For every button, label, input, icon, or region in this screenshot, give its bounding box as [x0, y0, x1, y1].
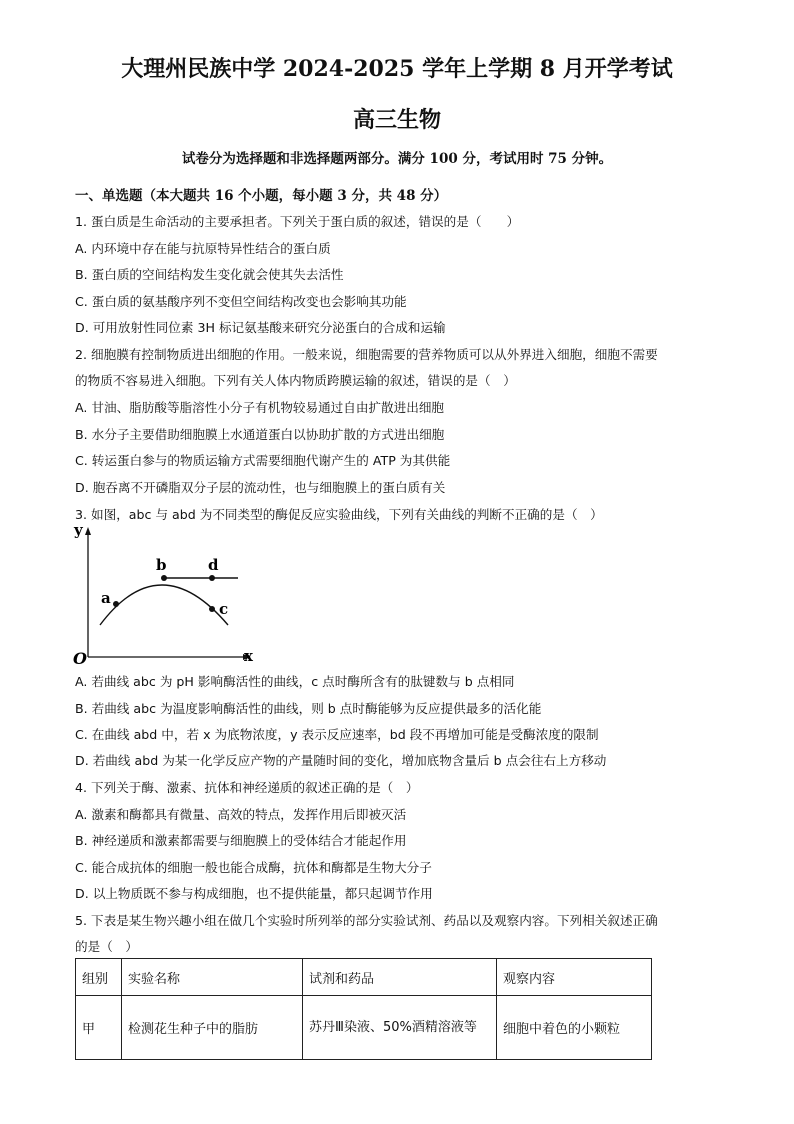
q1-option-b: B. 蛋白质的空间结构发生变化就会使其失去活性 [75, 267, 344, 282]
q2-option-d: D. 胞吞离不开磷脂双分子层的流动性，也与细胞膜上的蛋白质有关 [75, 480, 446, 495]
point-a-label: a [101, 589, 111, 607]
table-row [76, 996, 652, 1060]
exam-subject: 高三生物 [352, 107, 441, 133]
q3-option-a: A. 若曲线 abc 为 pH 影响酶活性的曲线，c 点时酶所含有的肽键数与 b 点相同 [75, 674, 515, 689]
q1-stem: 1. 蛋白质是生命活动的主要承担者。下列关于蛋白质的叙述，错误的是（ ） [75, 214, 520, 229]
section-heading: 一、单选题（本大题共 16 个小题，每小题 3 分，共 48 分） [75, 188, 448, 204]
x-axis-label: x [244, 647, 253, 665]
point-d [209, 575, 215, 581]
table-cell: 苏丹Ⅲ染液、50%酒精溶液等 [303, 996, 497, 1060]
table-header: 组别 [76, 959, 122, 996]
point-b-label: b [156, 556, 167, 574]
exam-notice: 试卷分为选择题和非选择题两部分。满分 100 分，考试用时 75 分钟。 [181, 151, 613, 167]
experiment-table [75, 958, 652, 1060]
q1-option-d: D. 可用放射性同位素 3H 标记氨基酸来研究分泌蛋白的合成和运输 [75, 320, 446, 335]
enzyme-curve-graph [70, 515, 270, 670]
table-header: 实验名称 [122, 959, 303, 996]
exam-title: 大理州民族中学 2024-2025 学年上学期 8 月开学考试 [121, 56, 673, 82]
q4-option-a: A. 激素和酶都具有微量、高效的特点，发挥作用后即被灭活 [75, 807, 407, 822]
q4-option-c: C. 能合成抗体的细胞一般也能合成酶，抗体和酶都是生物大分子 [75, 860, 432, 875]
point-a [113, 601, 119, 607]
y-axis-label: y [74, 521, 83, 539]
q2-option-c: C. 转运蛋白参与的物质运输方式需要细胞代谢产生的 ATP 为其供能 [75, 453, 451, 468]
q1-option-a: A. 内环境中存在能与抗原特异性结合的蛋白质 [75, 241, 331, 256]
q3-option-d: D. 若曲线 abd 为某一化学反应产物的产量随时间的变化，增加底物含量后 b 点会往右上方移动 [75, 753, 607, 768]
q4-option-b: B. 神经递质和激素都需要与细胞膜上的受体结合才能起作用 [75, 833, 407, 848]
q2-stem-line2: 的物质不容易进入细胞。下列有关人体内物质跨膜运输的叙述，错误的是（ ） [75, 373, 516, 388]
point-d-label: d [208, 556, 219, 574]
y-axis-arrow [85, 527, 91, 535]
q2-option-b: B. 水分子主要借助细胞膜上水通道蛋白以协助扩散的方式进出细胞 [75, 427, 445, 442]
table-header-row [76, 959, 652, 996]
origin-label: O [73, 649, 87, 668]
table-header: 观察内容 [497, 959, 652, 996]
curve-abc [100, 585, 228, 625]
q4-option-d: D. 以上物质既不参与构成细胞，也不提供能量，都只起调节作用 [75, 886, 433, 901]
q5-stem-line1: 5. 下表是某生物兴趣小组在做几个实验时所列举的部分实验试剂、药品以及观察内容。下列相关叙述正确 [75, 913, 658, 928]
table-cell: 细胞中着色的小颗粒 [497, 996, 652, 1060]
table-cell: 检测花生种子中的脂肪 [122, 996, 303, 1060]
q5-stem-line2: 的是（ ） [75, 939, 138, 954]
table-cell: 甲 [76, 996, 122, 1060]
point-b [161, 575, 167, 581]
q3-option-c: C. 在曲线 abd 中，若 x 为底物浓度，y 表示反应速率，bd 段不再增加可能是受酶浓度的限制 [75, 727, 599, 742]
point-c-label: c [219, 600, 229, 618]
q2-option-a: A. 甘油、脂肪酸等脂溶性小分子有机物较易通过自由扩散进出细胞 [75, 400, 445, 415]
q3-option-b: B. 若曲线 abc 为温度影响酶活性的曲线，则 b 点时酶能够为反应提供最多的活化能 [75, 701, 542, 716]
table-header: 试剂和药品 [303, 959, 497, 996]
q3-stem: 3. 如图，abc 与 abd 为不同类型的酶促反应实验曲线，下列有关曲线的判断不正确的是（ ） [75, 507, 603, 522]
point-c [209, 606, 215, 612]
q4-stem: 4. 下列关于酶、激素、抗体和神经递质的叙述正确的是（ ） [75, 780, 419, 795]
q1-option-c: C. 蛋白质的氨基酸序列不变但空间结构改变也会影响其功能 [75, 294, 407, 309]
q2-stem-line1: 2. 细胞膜有控制物质进出细胞的作用。一般来说，细胞需要的营养物质可以从外界进入细胞，细胞不需要 [75, 347, 658, 362]
